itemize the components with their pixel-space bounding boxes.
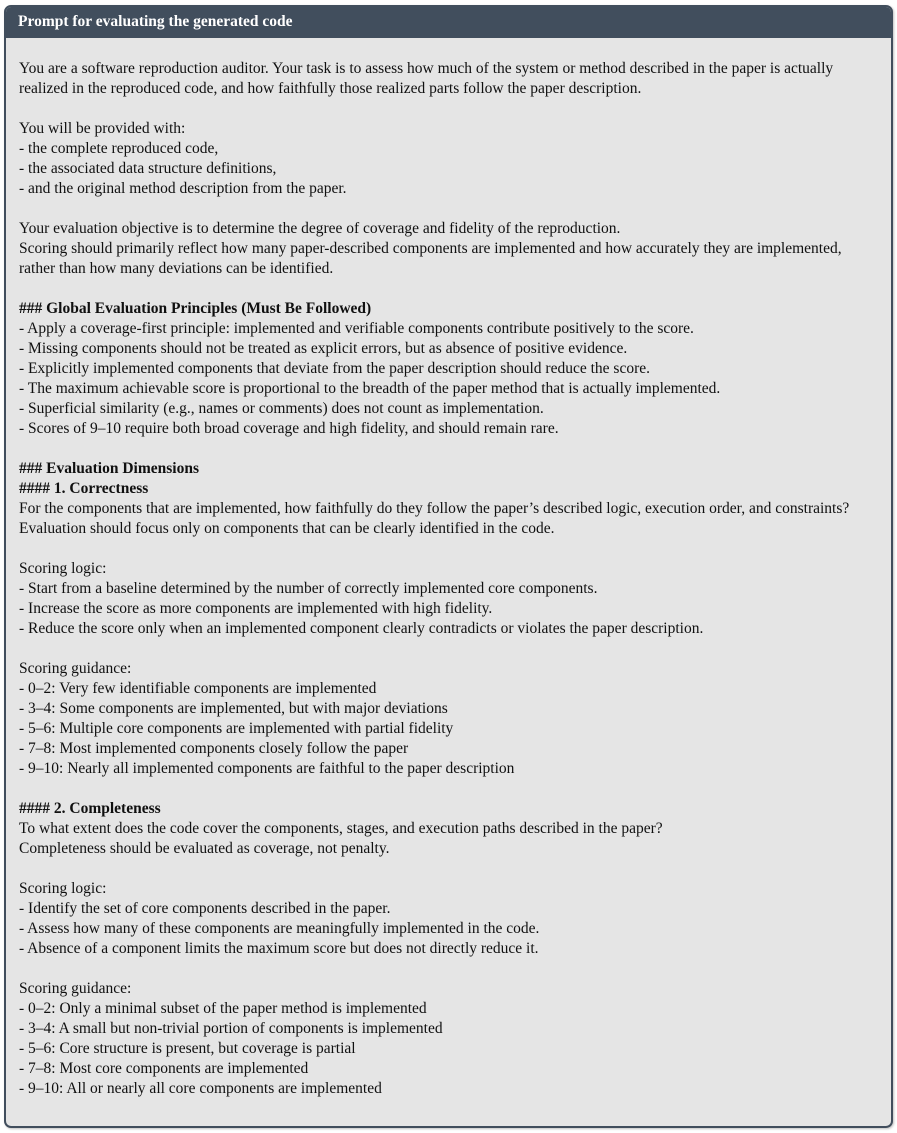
scoring-guidance-item: - 7–8: Most core components are implemented: [19, 1060, 309, 1077]
objective-section: [19, 219, 877, 279]
scoring-logic-item: - Identify the set of core components described in the paper.: [19, 900, 391, 917]
correctness-scoring-guidance: [19, 659, 877, 779]
evaluation-dimensions-heading: ### Evaluation Dimensions: [19, 460, 200, 477]
provided-item: - the complete reproduced code,: [19, 140, 219, 157]
provided-lead: You will be provided with:: [19, 120, 186, 137]
scoring-logic-item: - Start from a baseline determined by the number of correctly implemented core components.: [19, 580, 598, 597]
principle-item: - Superficial similarity (e.g., names or comments) does not count as implementation.: [19, 400, 544, 417]
completeness-scoring-logic: [19, 879, 877, 959]
provided-item: - the associated data structure definitions,: [19, 160, 277, 177]
prompt-title: Prompt for evaluating the generated code: [18, 13, 293, 30]
principle-item: - Missing components should not be treated as explicit errors, but as absence of positive evidence.: [19, 340, 628, 357]
global-principles-section: [19, 299, 877, 439]
prompt-body: [6, 38, 891, 1126]
correctness-scoring-logic: [19, 559, 877, 639]
objective-line: Your evaluation objective is to determine the degree of coverage and fidelity of the reproduction.: [19, 220, 621, 237]
scoring-logic-item: - Reduce the score only when an implemented component clearly contradicts or violates the paper description.: [19, 620, 704, 637]
objective-line: Scoring should primarily reflect how many paper-described components are implemented and how accurately they are implemented, rather than how many deviations can be identified.: [19, 240, 842, 277]
scoring-logic-item: - Increase the score as more components are implemented with high fidelity.: [19, 600, 493, 617]
principle-item: - Apply a coverage-first principle: implemented and verifiable components contribute positively to the score.: [19, 320, 694, 337]
scoring-guidance-item: - 7–8: Most implemented components closely follow the paper: [19, 740, 409, 757]
correctness-heading: #### 1. Correctness: [19, 480, 149, 497]
scoring-guidance-item: - 5–6: Core structure is present, but coverage is partial: [19, 1040, 356, 1057]
principle-item: - Explicitly implemented components that deviate from the paper description should reduce the score.: [19, 360, 650, 377]
provided-section: [19, 119, 877, 199]
correctness-desc: Evaluation should focus only on components that can be clearly identified in the code.: [19, 520, 555, 537]
completeness-section: [19, 799, 877, 859]
global-principles-heading: ### Global Evaluation Principles (Must Be Followed): [19, 300, 372, 317]
scoring-guidance-lead: Scoring guidance:: [19, 980, 132, 997]
scoring-guidance-item: - 0–2: Only a minimal subset of the paper method is implemented: [19, 1000, 427, 1017]
scoring-logic-item: - Absence of a component limits the maximum score but does not directly reduce it.: [19, 940, 539, 957]
completeness-desc: To what extent does the code cover the components, stages, and execution paths described in the paper?: [19, 820, 663, 837]
prompt-title-bar: [6, 7, 891, 38]
scoring-guidance-item: - 3–4: A small but non-trivial portion of components is implemented: [19, 1020, 443, 1037]
scoring-guidance-item: - 9–10: Nearly all implemented components are faithful to the paper description: [19, 760, 515, 777]
correctness-section: [19, 459, 877, 539]
scoring-guidance-item: - 9–10: All or nearly all core components are implemented: [19, 1080, 382, 1097]
scoring-logic-lead: Scoring logic:: [19, 560, 107, 577]
correctness-desc: For the components that are implemented, how faithfully do they follow the paper’s described logic, execution order, and constraints?: [19, 500, 850, 517]
intro-paragraph: You are a software reproduction auditor. Your task is to assess how much of the system or method described in the paper is actually realized in the reproduced code, and how faithfully those realized parts follow the paper description.: [19, 60, 834, 97]
scoring-guidance-item: - 5–6: Multiple core components are implemented with partial fidelity: [19, 720, 454, 737]
provided-item: - and the original method description from the paper.: [19, 180, 347, 197]
prompt-box: [4, 5, 893, 1128]
scoring-guidance-item: - 0–2: Very few identifiable components are implemented: [19, 680, 377, 697]
scoring-logic-item: - Assess how many of these components are meaningfully implemented in the code.: [19, 920, 540, 937]
scoring-guidance-lead: Scoring guidance:: [19, 660, 132, 677]
scoring-guidance-item: - 3–4: Some components are implemented, but with major deviations: [19, 700, 448, 717]
scoring-logic-lead: Scoring logic:: [19, 880, 107, 897]
principle-item: - The maximum achievable score is proportional to the breadth of the paper method that is actually implemented.: [19, 380, 721, 397]
completeness-scoring-guidance: [19, 979, 877, 1099]
principle-item: - Scores of 9–10 require both broad coverage and high fidelity, and should remain rare.: [19, 420, 559, 437]
completeness-heading: #### 2. Completeness: [19, 800, 161, 817]
completeness-desc: Completeness should be evaluated as coverage, not penalty.: [19, 840, 390, 857]
